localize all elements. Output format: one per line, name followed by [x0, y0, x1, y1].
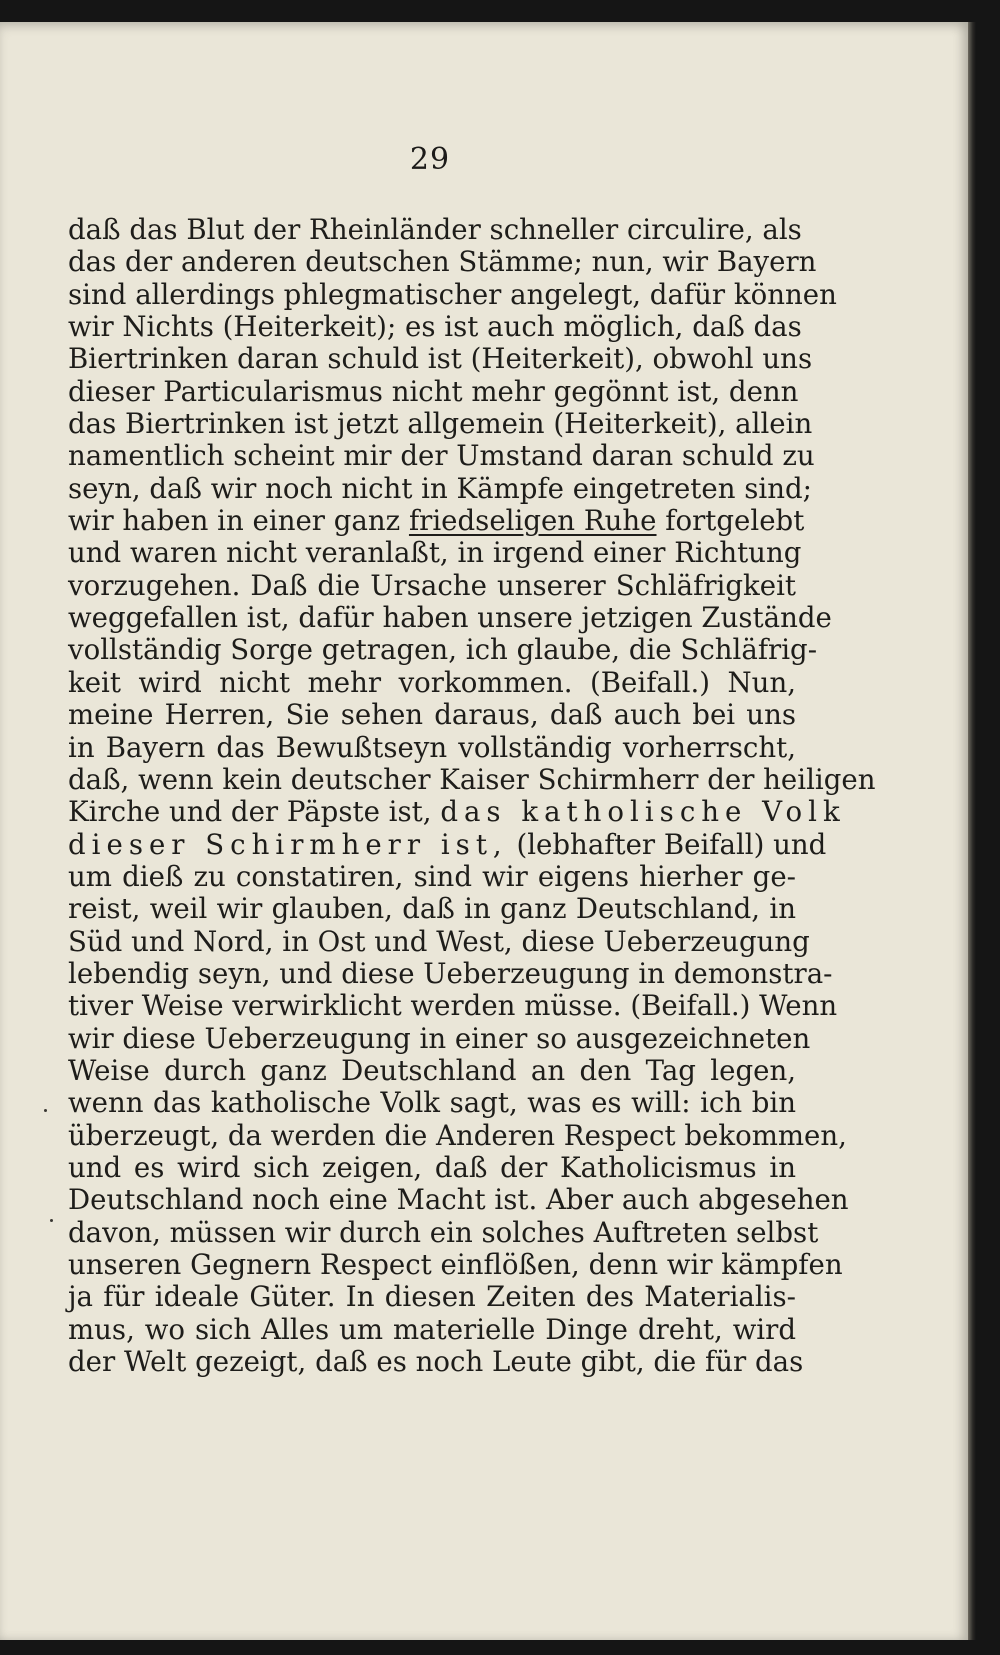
text-line-14: vollständig Sorge getragen, ich glaube, die Schläfrig-	[68, 633, 818, 667]
text-line-12: vorzugehen. Daß die Ursache unserer Schläfrigkeit	[68, 568, 796, 602]
text-line-3: sind allerdings phlegmatischer angelegt, dafür können	[68, 277, 837, 311]
text-line-4: wir Nichts (Heiterkeit); es ist auch möglich, daß das	[68, 310, 802, 344]
text-line-20-end: (lebhafter Beifall) und	[507, 827, 827, 861]
text-line-23: Süd und Nord, in Ost und West, diese Ueberzeugung	[68, 924, 810, 958]
text-line-17: in Bayern das Bewußtseyn vollständig vorherrscht,	[68, 730, 796, 764]
text-line-27: Weise durch ganz Deutschland an den Tag legen,	[68, 1053, 796, 1087]
text-line-24: lebendig seyn, und diese Ueberzeugung in demonstra-	[68, 956, 833, 990]
page-edge-shadow	[968, 22, 976, 1640]
text-line-35: mus, wo sich Alles um materielle Dinge dreht, wird	[68, 1312, 796, 1346]
underlined-phrase: friedseligen Ruhe	[408, 504, 657, 538]
text-line-6: dieser Particularismus nicht mehr gegönnt ist, denn	[68, 374, 799, 408]
text-line-5: Biertrinken daran schuld ist (Heiterkeit), obwohl uns	[68, 342, 813, 376]
text-line-32: davon, müssen wir durch ein solches Auftreten selbst	[68, 1215, 819, 1249]
text-line-10	[68, 504, 805, 538]
emphasized-phrase-1: das katholische Volk	[440, 795, 846, 829]
ink-speck	[44, 1109, 47, 1112]
text-line-26: wir diese Ueberzeugung in einer so ausgezeichneten	[68, 1021, 811, 1055]
text-line-10-end: fortgelebt	[656, 504, 805, 538]
text-line-11: und waren nicht veranlaßt, in irgend einer Richtung	[68, 536, 802, 570]
text-line-28: wenn das katholische Volk sagt, was es will: ich bin	[68, 1086, 796, 1120]
text-line-15: keit wird nicht mehr vorkommen. (Beifall.) Nun,	[68, 665, 796, 699]
text-line-31: Deutschland noch eine Macht ist. Aber auch abgesehen	[68, 1183, 849, 1217]
text-line-22: reist, weil wir glauben, daß in ganz Deutschland, in	[68, 892, 796, 926]
text-line-1: daß das Blut der Rheinländer schneller circulire, als	[68, 213, 802, 246]
text-line-25: tiver Weise verwirklicht werden müsse. (Beifall.) Wenn	[68, 989, 838, 1023]
text-line-13: weggefallen ist, dafür haben unsere jetzigen Zustände	[68, 601, 832, 635]
text-line-16: meine Herren, Sie sehen daraus, daß auch bei uns	[68, 698, 796, 732]
text-line-2: das der anderen deutschen Stämme; nun, wir Bayern	[68, 245, 817, 279]
page-number: 29	[409, 142, 451, 177]
paper-sheet	[0, 22, 968, 1640]
emphasized-phrase-2: dieser Schirmherr ist,	[68, 827, 508, 861]
text-line-10-start: wir haben in einer ganz	[68, 504, 409, 538]
text-line-19-start: Kirche und der Päpste ist,	[68, 795, 441, 829]
text-line-36: der Welt gezeigt, daß es noch Leute gibt, die für das	[68, 1345, 804, 1379]
ink-speck	[50, 1219, 53, 1222]
text-line-29: überzeugt, da werden die Anderen Respect bekommen,	[68, 1118, 847, 1152]
body-text	[68, 213, 876, 1379]
text-line-19	[68, 795, 846, 829]
text-line-33: unseren Gegnern Respect einflößen, denn wir kämpfen	[68, 1248, 843, 1281]
text-line-34: ja für ideale Güter. In diesen Zeiten des Materialis-	[68, 1280, 796, 1314]
text-line-30: und es wird sich zeigen, daß der Katholicismus in	[68, 1150, 796, 1184]
text-line-18: daß, wenn kein deutscher Kaiser Schirmherr der heiligen	[68, 762, 876, 796]
text-line-8: namentlich scheint mir der Umstand daran schuld zu	[68, 439, 815, 473]
text-line-20	[68, 827, 827, 861]
text-line-7: das Biertrinken ist jetzt allgemein (Heiterkeit), allein	[68, 407, 813, 441]
text-line-9: seyn, daß wir noch nicht in Kämpfe eingetreten sind;	[68, 471, 812, 505]
text-line-21: um dieß zu constatiren, sind wir eigens hierher ge-	[68, 859, 796, 893]
